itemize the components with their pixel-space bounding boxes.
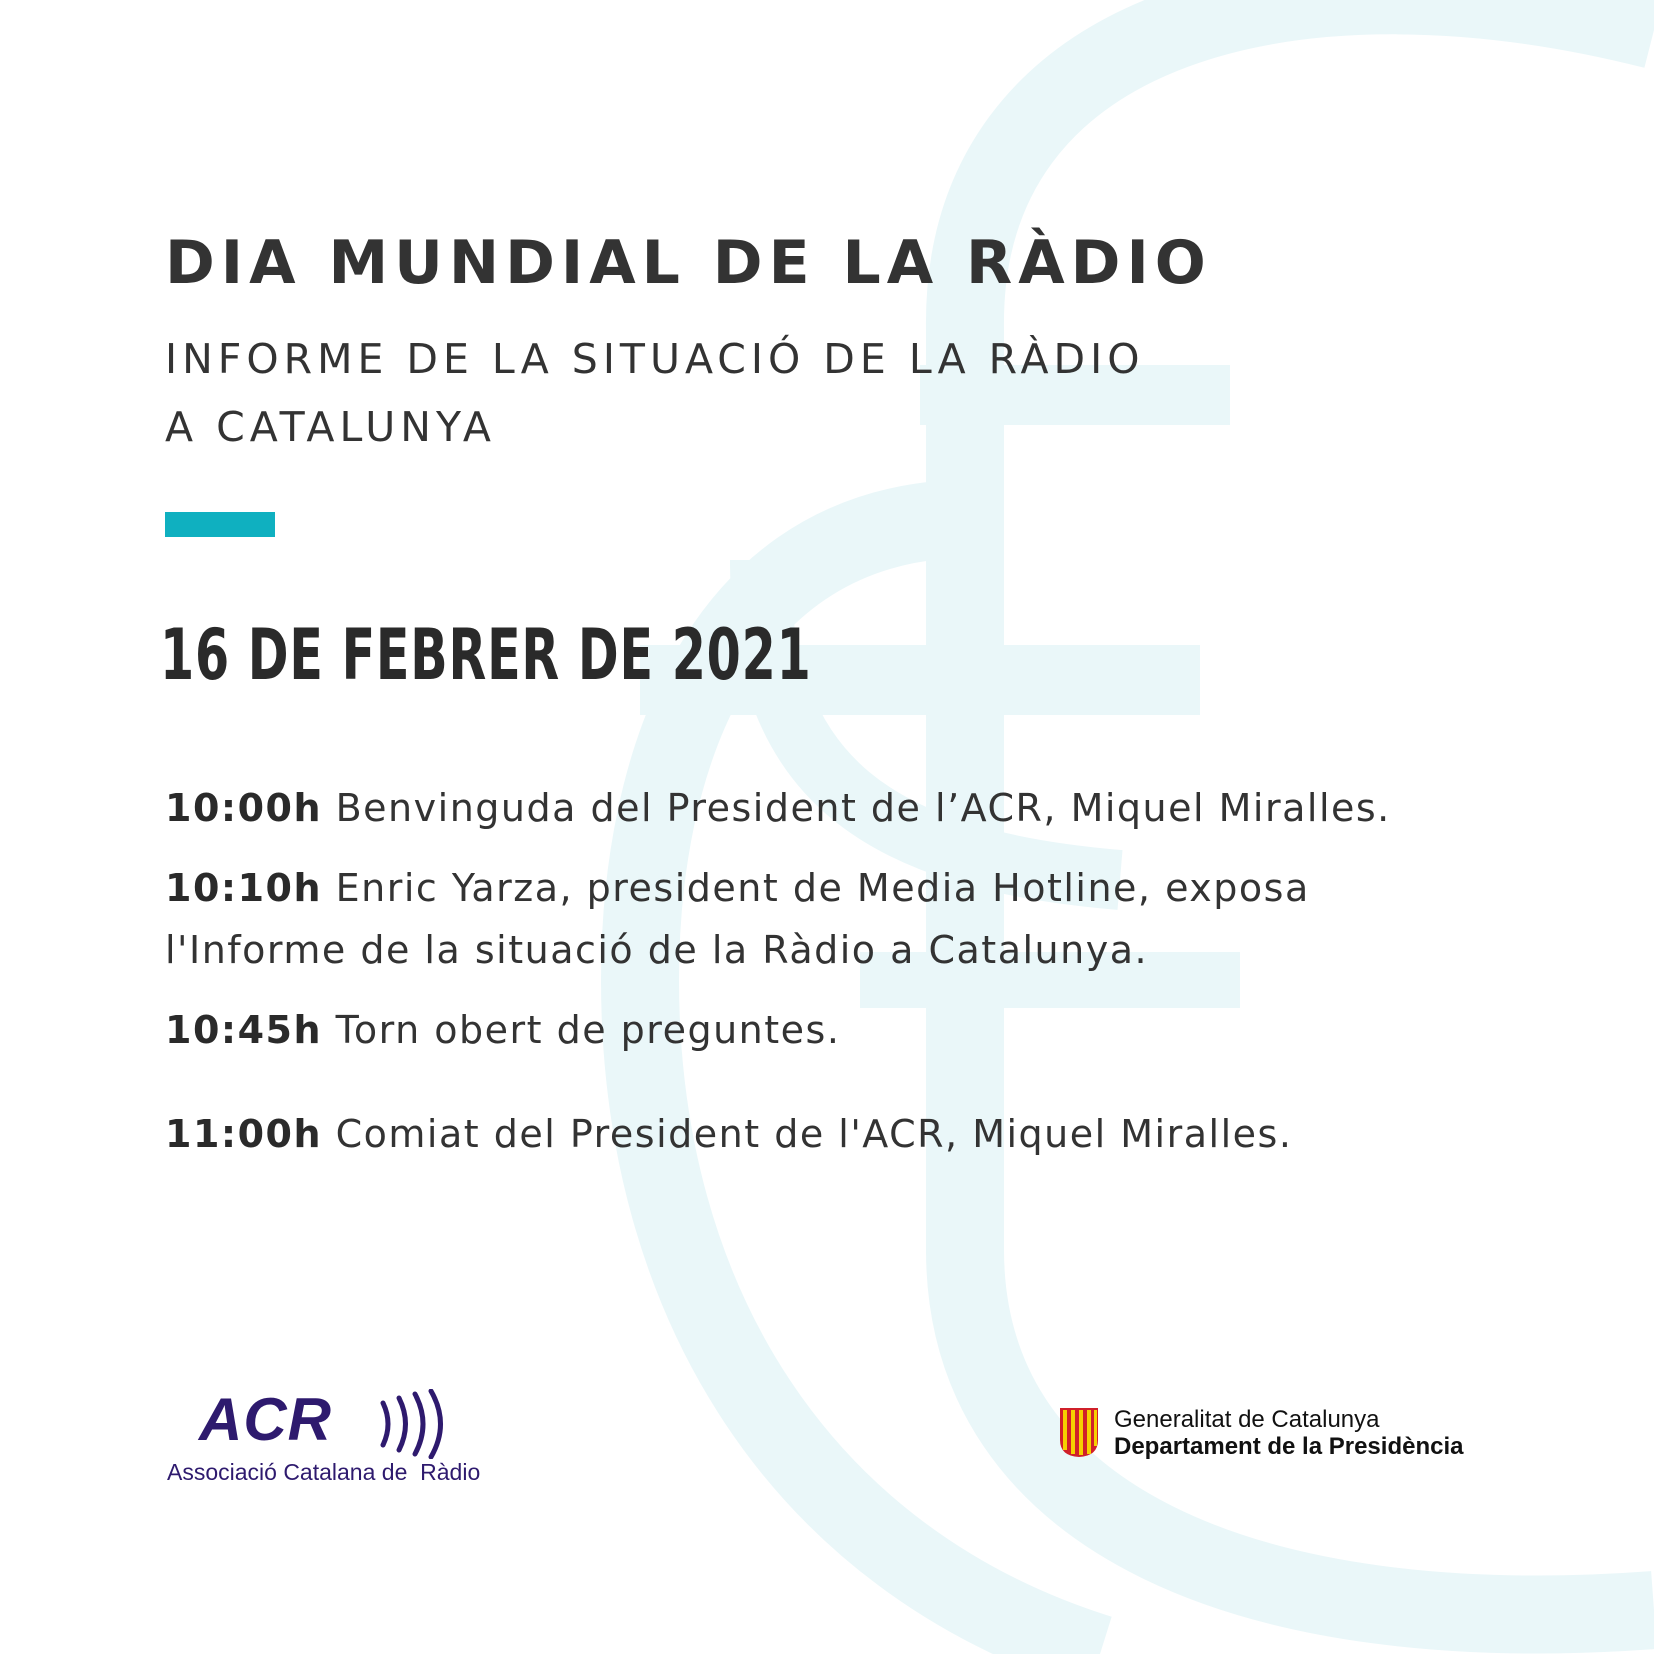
agenda-item xyxy=(165,857,1495,981)
agenda-text: Torn obert de preguntes. xyxy=(335,1008,841,1052)
page-title: DIA MUNDIAL DE LA RÀDIO xyxy=(165,228,1212,298)
acr-logo-letters: ACR xyxy=(199,1386,332,1453)
agenda-text: Enric Yarza, president de Media Hotline, exposa l'Informe de la situació de la Ràdio a Catalunya. xyxy=(165,866,1310,972)
agenda-time: 10:45h xyxy=(165,1008,323,1052)
agenda-item xyxy=(165,777,1495,839)
acr-logo xyxy=(165,1385,505,1490)
acr-radio-waves-icon xyxy=(377,1389,457,1459)
agenda-text: Comiat del President de l'ACR, Miquel Miralles. xyxy=(335,1112,1293,1156)
senyera-shield-icon xyxy=(1058,1406,1100,1458)
generalitat-name: Generalitat de Catalunya xyxy=(1114,1406,1380,1433)
agenda-time: 10:00h xyxy=(165,786,323,830)
agenda-time: 11:00h xyxy=(165,1112,323,1156)
agenda-time: 10:10h xyxy=(165,866,323,910)
generalitat-logo xyxy=(1058,1400,1498,1460)
accent-divider xyxy=(165,512,275,537)
event-date: 16 DE FEBRER DE 2021 xyxy=(160,614,812,696)
subtitle-line-1: INFORME DE LA SITUACIÓ DE LA RÀDIO xyxy=(165,335,1145,383)
department-name: Departament de la Presidència xyxy=(1114,1433,1464,1460)
agenda-item xyxy=(165,999,1495,1061)
subtitle-line-2: A CATALUNYA xyxy=(165,403,496,451)
agenda-item xyxy=(165,1103,1495,1165)
acr-logo-name: Associació Catalana de Ràdio xyxy=(167,1459,481,1485)
agenda-text: Benvinguda del President de l’ACR, Miquel Miralles. xyxy=(335,786,1391,830)
page-subtitle xyxy=(165,325,1145,461)
